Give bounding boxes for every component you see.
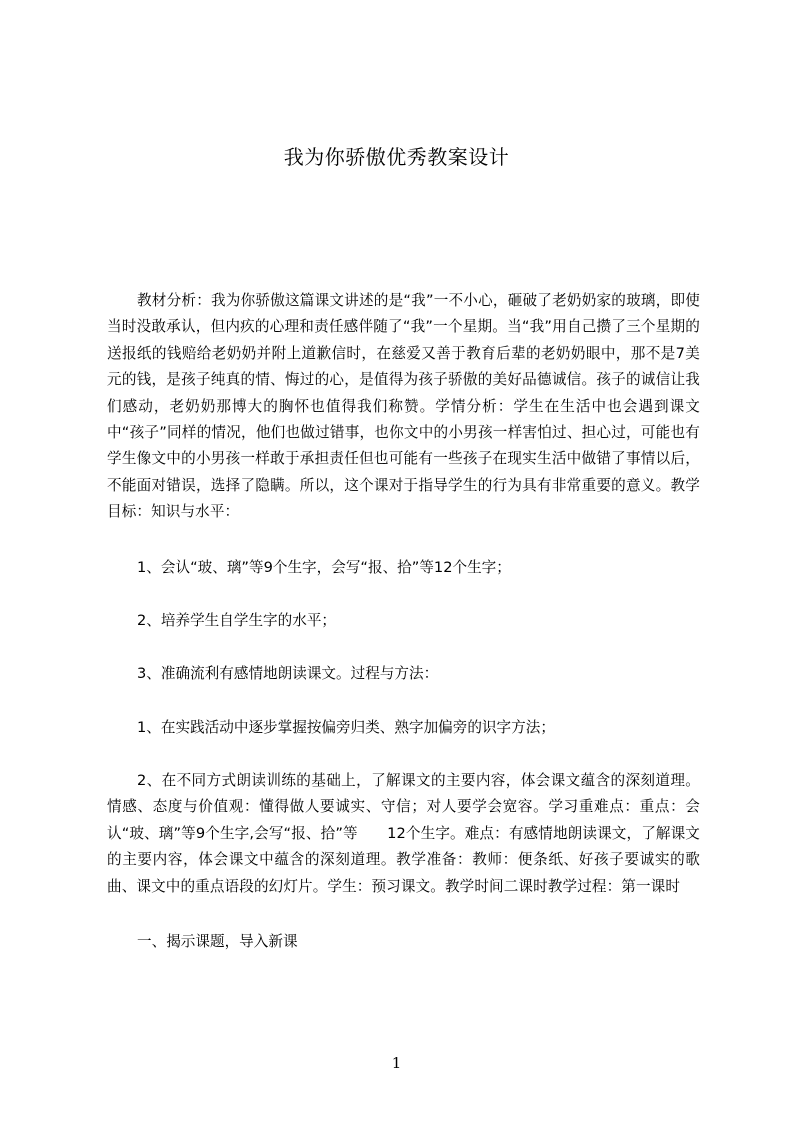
list-item-section-1: 一、揭示课题，导入新课 — [137, 933, 298, 950]
page-number: 1 — [391, 1054, 402, 1072]
paragraph-analysis: 教材分析：我为你骄傲这篇课文讲述的是“我”一不小心，砸破了老奶奶家的玻璃，即使当时没敢承认，但内疚的心理和责任感伴随了“我”一个星期。当“我”用自己攒了三个星期的送报纸的钱赔给老奶奶并附上道歉信时，在慈爱又善于教育后辈的老奶奶眼中，那不是7美元的钱，是孩子纯真的情、悔过的心，是值得为孩子骄傲的美好品德诚信。孩子的诚信让我们感动，老奶奶那博大的胸怀也值得我们称赞。学情分析：学生在生活中也会遇到课文中“孩子”同样的情况，他们也做过错事，也你文中的小男孩一样害怕过、担心过，可能也有学生像文中的小男孩一样敢于承担责任但也可能有一些孩子在现实生活中做错了事情以后，不能面对错误，选择了隐瞒。所以，这个课对于指导学生的行为具有非常重要的意义。教学目标：知识与水平： — [107, 292, 700, 521]
document-title: 我为你骄傲优秀教案设计 — [283, 145, 510, 169]
paragraph-method-2: 2、在不同方式朗读训练的基础上，了解课文的主要内容，体会课文蕴含的深刻道理。情感、态度与价值观：懂得做人要诚实、守信；对人要学会宽容。学习重难点：重点：会认“玻、璃”等9个生字,会写“报、拾”等 12个生字。难点：有感情地朗读课文，了解课文的主要内容，体会课文中蕴含的深刻道理。教学准备：教师：便条纸、好孩子要诚实的歌曲、课文中的重点语段的幻灯片。学生：预习课文。教学时间二课时教学过程：第一课时 — [107, 772, 700, 895]
list-item-objective-1: 1、会认“玻、璃”等9个生字，会写“报、拾”等12个生字； — [137, 559, 511, 576]
list-item-method-1: 1、在实践活动中逐步掌握按偏旁归类、熟字加偏旁的识字方法； — [137, 719, 555, 736]
list-item-objective-3: 3、准确流利有感情地朗读课文。过程与方法： — [137, 665, 439, 682]
list-item-objective-2: 2、培养学生自学生字的水平； — [137, 612, 337, 629]
